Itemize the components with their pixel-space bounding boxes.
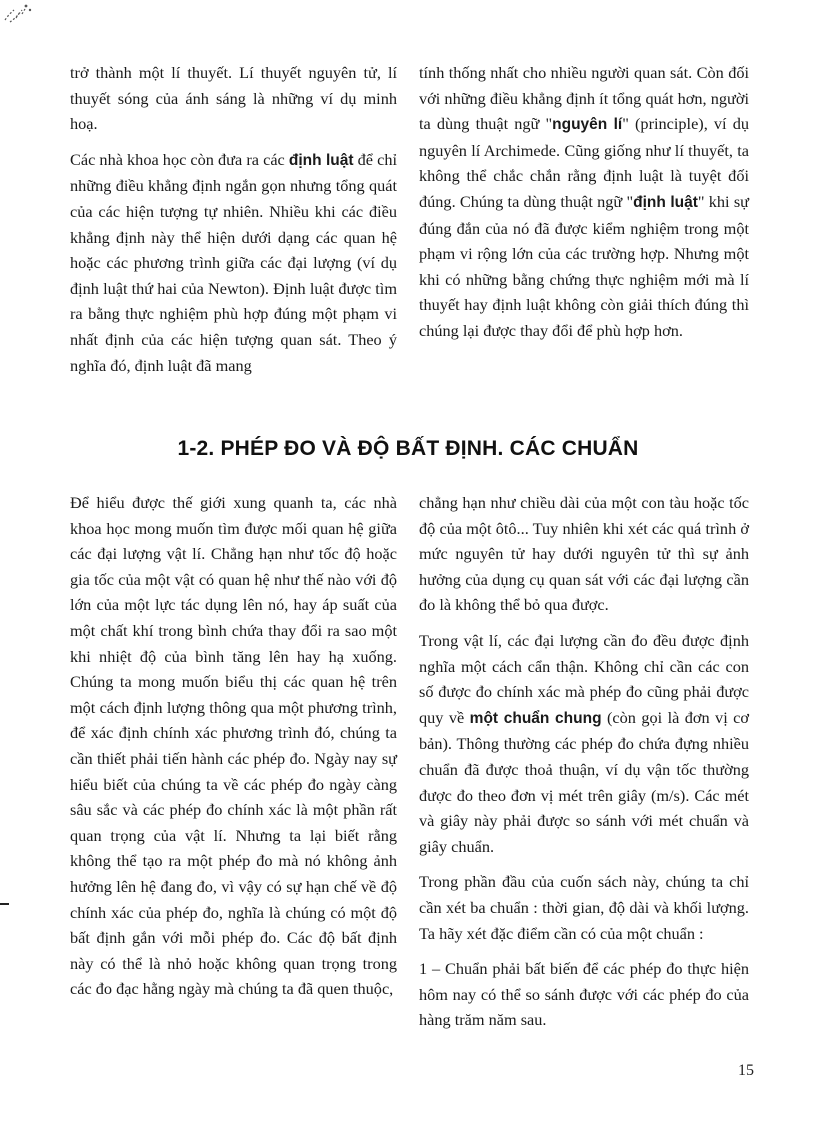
page-number: 15 <box>738 1062 754 1079</box>
paragraph: tính thống nhất cho nhiều người quan sát. Còn đối với những điều khẳng định ít tổng quát hơn, người ta dùng thuật ngữ "nguyên lí" (principle), ví dụ nguyên lí Archimede. Cũng giống như lí thuyết, ta không thể chắc chắn rằng định luật là tuyệt đối đúng. Chúng ta dùng thuật ngữ "định luật" khi sự đúng đắn của nó đã được kiểm nghiệm trong một phạm vi rộng lớn của các trường hợp. Nhưng một khi có những bằng chứng thực nghiệm mới mà lí thuyết hay định luật không còn giải thích đúng thì chúng lại được thay đổi để phù hợp hơn. <box>419 63 749 340</box>
bottom-left-column <box>70 490 397 1002</box>
section-heading: 1-2. PHÉP ĐO VÀ ĐỘ BẤT ĐỊNH. CÁC CHUẨN <box>177 437 639 460</box>
bold-term: nguyên lí <box>552 116 623 134</box>
top-left-column <box>70 60 397 378</box>
bold-term: định luật <box>633 193 698 211</box>
margin-tick-mark <box>0 903 9 905</box>
bottom-right-column <box>419 490 749 1033</box>
paragraph: Trong phần đầu của cuốn sách này, chúng ta chỉ cần xét ba chuẩn : thời gian, độ dài và khối lượng. Ta hãy xét đặc điểm cần có của một chuẩn : <box>419 872 749 943</box>
paragraph: chẳng hạn như chiều dài của một con tàu hoặc tốc độ của một ôtô... Tuy nhiên khi xét các quá trình ở mức nguyên tử hay dưới nguyên tử thì sự ảnh hưởng của dụng cụ quan sát với các đại lượng cần đo là không thể bỏ qua được. <box>419 493 749 615</box>
top-right-column <box>419 60 749 344</box>
bold-term: một chuẩn chung <box>469 709 602 727</box>
paragraph: Để hiểu được thế giới xung quanh ta, các nhà khoa học mong muốn tìm được mối quan hệ giữa các đại lượng vật lí. Chẳng hạn như tốc độ hoặc gia tốc của một vật có quan hệ như thế nào với độ lớn của một lực tác dụng lên nó, hay áp suất của một chất khí trong bình chứa thay đổi ra sao một khi nhiệt độ của bình tăng lên hay hạ xuống. Chúng ta mong muốn biểu thị các quan hệ trên một cách định lượng thông qua một phương trình, để xác định chính xác phương trình đó, chúng ta cần thiết phải tiến hành các phép đo. Ngày nay sự hiểu biết của chúng ta về các phép đo ngày càng sâu sắc và các phép đo chính xác là một phần rất quan trọng của vật lí. Nhưng ta lại biết rằng không thể tạo ra một phép đo mà nó không ảnh hưởng lên hệ đang đo, vì vậy có sự hạn chế về độ chính xác của phép đo, nghĩa là chúng có một độ bất định gắn với mỗi phép đo. Các độ bất định này có thể là nhỏ hoặc không quan trọng trong các đo đạc hằng ngày mà chúng ta đã quen thuộc, <box>70 493 397 999</box>
paragraph: Các nhà khoa học còn đưa ra các định luật để chỉ những điều khẳng định ngắn gọn nhưng tổng quát của các hiện tượng tự nhiên. Nhiều khi các điều khẳng định này thể hiện dưới dạng các quan hệ hoặc các phương trình giữa các đại lượng (ví dụ định luật thứ hai của Newton). Định luật được tìm ra bằng thực nghiệm phù hợp đúng một phạm vi nhất định của các hiện tượng quan sát. Theo ý nghĩa đó, định luật đã mang <box>70 149 397 375</box>
bold-term: định luật <box>288 151 354 169</box>
paragraph: 1 – Chuẩn phải bất biến để các phép đo thực hiện hôm nay có thể so sánh được với các phép đo của hàng trăm năm sau. <box>419 959 749 1030</box>
paragraph: trở thành một lí thuyết. Lí thuyết nguyên tử, lí thuyết sóng của ánh sáng là những ví dụ minh hoạ. <box>70 63 397 134</box>
paragraph: Trong vật lí, các đại lượng cần đo đều được định nghĩa một cách cẩn thận. Không chỉ cần các con số được đo chính xác mà phép đo cũng phải được quy về một chuẩn chung (còn gọi là đơn vị cơ bản). Thông thường các phép đo chứa đựng nhiều chuẩn đã được thoả thuận, ví dụ vận tốc thường được đo theo đơn vị mét trên giây (m/s). Các mét và giây này phải được so sánh với mét chuẩn và giây chuẩn. <box>419 630 749 856</box>
scan-artifact-mark <box>2 0 36 26</box>
